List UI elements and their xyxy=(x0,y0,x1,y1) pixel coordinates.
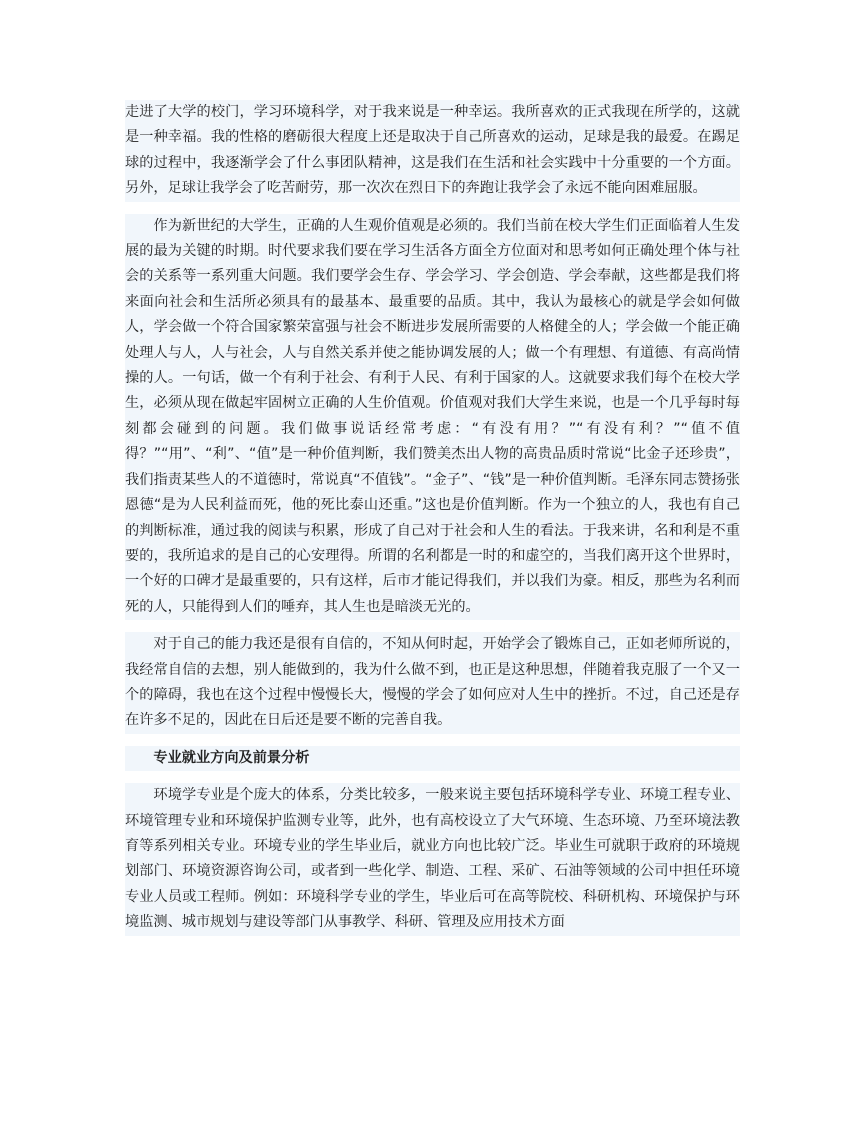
paragraph-confidence: 对于自己的能力我还是很有自信的，不知从何时起，开始学会了锻炼自己，正如老师所说的，我经常自信的去想，别人能做到的，我为什么做不到，也正是这种思想，伴随着我克服了一个又一个的障碍，我也在这个过程中慢慢长大，慢慢的学会了如何应对人生中的挫折。不过，自己还是存在许多不足的，因此在日后还是要不断的完善自我。 xyxy=(125,632,740,734)
section-heading: 专业就业方向及前景分析 xyxy=(125,746,740,771)
paragraph-football: 走进了大学的校门，学习环境科学，对于我来说是一种幸运。我所喜欢的正式我现在所学的，这就是一种幸福。我的性格的磨砺很大程度上还是取决于自己所喜欢的运动，足球是我的最爱。在踢足球的过程中，我逐渐学会了什么事团队精神，这是我们在生活和社会实践中十分重要的一个方面。另外，足球让我学会了吃苦耐劳，那一次次在烈日下的奔跑让我学会了永远不能向困难屈服。 xyxy=(125,100,740,202)
paragraph-career: 环境学专业是个庞大的体系，分类比较多，一般来说主要包括环境科学专业、环境工程专业、环境管理专业和环境保护监测专业等，此外，也有高校设立了大气环境、生态环境、乃至环境法教育等系列相关专业。环境专业的学生毕业后，就业方向也比较广泛。毕业生可就职于政府的环境规划部门、环境资源咨询公司，或者到一些化学、制造、工程、采矿、石油等领域的公司中担任环境专业人员或工程师。例如：环境科学专业的学生，毕业后可在高等院校、科研机构、环境保护与环境监测、城市规划与建设等部门从事教学、科研、管理及应用技术方面 xyxy=(125,783,740,935)
paragraph-values: 作为新世纪的大学生，正确的人生观价值观是必须的。我们当前在校大学生们正面临着人生发展的最为关键的时期。时代要求我们要在学习生活各方面全方位面对和思考如何正确处理个体与社会的关系等一系列重大问题。我们要学会生存、学会学习、学会创造、学会奉献，这些都是我们将来面向社会和生活所必须具有的最基本、最重要的品质。其中，我认为最核心的就是学会如何做人，学会做一个符合国家繁荣富强与社会不断进步发展所需要的人格健全的人；学会做一个能正确处理人与人，人与社会，人与自然关系并使之能协调发展的人；做一个有理想、有道德、有高尚情操的人。一句话，做一个有利于社会、有利于人民、有利于国家的人。这就要求我们每个在校大学生，必须从现在做起牢固树立正确的人生价值观。价值观对我们大学生来说，也是一个几乎每时每刻都会碰到的问题。我们做事说话经常考虑：“有没有用？”“有没有利？”“值不值得？”“用”、“利”、“值”是一种价值判断，我们赞美杰出人物的高贵品质时常说“比金子还珍贵”，我们指责某些人的不道德时，常说真“不值钱”。“金子”、“钱”是一种价值判断。毛泽东同志赞扬张恩德“是为人民利益而死，他的死比泰山还重。”这也是价值判断。作为一个独立的人，我也有自己的判断标准，通过我的阅读与积累，形成了自己对于社会和人生的看法。于我来讲，名和利是不重要的，我所追求的是自己的心安理得。所谓的名利都是一时的和虚空的，当我们离开这个世界时，一个好的口碑才是最重要的，只有这样，后市才能记得我们，并以我们为豪。相反，那些为名利而死的人，只能得到人们的唾弃，其人生也是暗淡无光的。 xyxy=(125,214,740,621)
document-page xyxy=(125,100,740,936)
